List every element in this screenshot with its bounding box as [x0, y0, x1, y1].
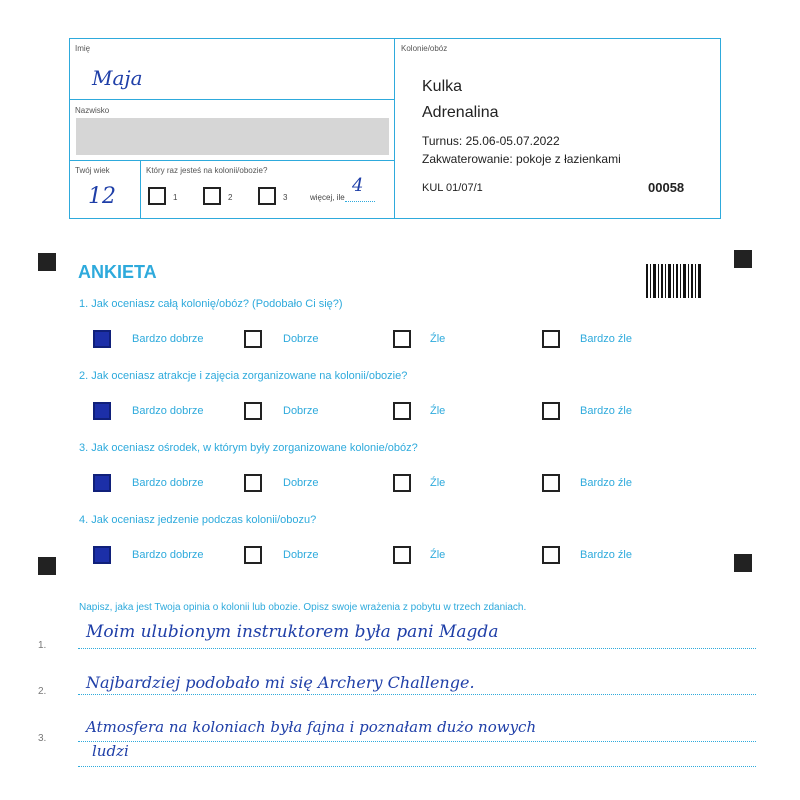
q3-option-bardzo-dobrze-checkbox[interactable] [93, 474, 111, 492]
opinion-line-4 [78, 766, 756, 767]
form-number: 00058 [648, 180, 685, 195]
turnus: Turnus: 25.06-05.07.2022 [422, 134, 560, 148]
more-line [345, 201, 375, 202]
q2-option-zle-label: Źle [430, 405, 446, 417]
question-1: 1. Jak oceniasz całą kolonię/obóz? (Podobało Ci się?) [79, 298, 343, 310]
q3-option-dobrze-checkbox[interactable] [244, 474, 262, 492]
opinion-text-2[interactable]: Najbardziej podobało mi się Archery Challenge. [86, 673, 475, 692]
registration-marker-bottom-left [38, 557, 56, 575]
more-label: więcej, ile [310, 193, 345, 202]
opinion-line-2 [78, 694, 756, 695]
q3-option-bardzo-zle-label: Bardzo źle [580, 477, 632, 489]
question-2: 2. Jak oceniasz atrakcje i zajęcia zorganizowane na kolonii/obozie? [79, 370, 408, 382]
age-value[interactable]: 12 [88, 184, 116, 209]
q2-option-bardzo-zle-checkbox[interactable] [542, 402, 560, 420]
opinion-line-number-3: 3. [38, 733, 47, 744]
header-divider-vertical [394, 38, 395, 219]
name-value[interactable]: Maja [92, 66, 143, 90]
opinion-line-number-2: 2. [38, 686, 47, 697]
survey-title: ANKIETA [78, 262, 157, 282]
q4-option-zle-label: Źle [430, 549, 446, 561]
q1-option-dobrze-checkbox[interactable] [244, 330, 262, 348]
question-3: 3. Jak oceniasz ośrodek, w którym były zorganizowane kolonie/obóz? [79, 442, 418, 454]
q2-option-bardzo-zle-label: Bardzo źle [580, 405, 632, 417]
times-option-2: 2 [228, 193, 233, 202]
registration-marker-bottom-right [734, 554, 752, 572]
q1-option-zle-checkbox[interactable] [393, 330, 411, 348]
opinion-prompt: Napisz, jaka jest Twoja opinia o kolonii lub obozie. Opisz swoje wrażenia z pobytu w trzech zdaniach. [79, 602, 527, 613]
q4-option-bardzo-zle-label: Bardzo źle [580, 549, 632, 561]
q2-option-dobrze-label: Dobrze [283, 405, 319, 417]
q4-option-bardzo-dobrze-label: Bardzo dobrze [132, 549, 204, 561]
q1-option-bardzo-zle-label: Bardzo źle [580, 333, 632, 345]
q1-option-bardzo-dobrze-label: Bardzo dobrze [132, 333, 204, 345]
camp-name-1: Kulka [422, 78, 463, 95]
times-option-3: 3 [283, 193, 288, 202]
q2-option-bardzo-dobrze-checkbox[interactable] [93, 402, 111, 420]
opinion-text-4[interactable]: ludzi [92, 742, 129, 760]
times-checkbox-2[interactable] [203, 187, 221, 205]
q2-option-bardzo-dobrze-label: Bardzo dobrze [132, 405, 204, 417]
barcode [646, 264, 702, 298]
q4-option-dobrze-checkbox[interactable] [244, 546, 262, 564]
q3-option-bardzo-dobrze-label: Bardzo dobrze [132, 477, 204, 489]
times-checkbox-1[interactable] [148, 187, 166, 205]
surname-redacted [76, 118, 389, 155]
q2-option-dobrze-checkbox[interactable] [244, 402, 262, 420]
camp-name-2: Adrenalina [422, 104, 499, 121]
q3-option-bardzo-zle-checkbox[interactable] [542, 474, 560, 492]
more-value[interactable]: 4 [352, 175, 364, 196]
q4-option-zle-checkbox[interactable] [393, 546, 411, 564]
registration-marker-top-left [38, 253, 56, 271]
name-label: Imię [75, 44, 91, 53]
times-checkbox-3[interactable] [258, 187, 276, 205]
registration-marker-top-right [734, 250, 752, 268]
q4-option-dobrze-label: Dobrze [283, 549, 319, 561]
q3-option-zle-label: Źle [430, 477, 446, 489]
surname-label: Nazwisko [75, 106, 110, 115]
opinion-line-3 [78, 741, 756, 742]
q4-option-bardzo-zle-checkbox[interactable] [542, 546, 560, 564]
age-label: Twój wiek [75, 166, 110, 175]
q1-option-dobrze-label: Dobrze [283, 333, 319, 345]
camp-code: KUL 01/07/1 [422, 182, 483, 194]
q1-option-zle-label: Źle [430, 333, 446, 345]
opinion-text-3[interactable]: Atmosfera na koloniach była fajna i poznałam dużo nowych [86, 718, 537, 736]
opinion-text-1[interactable]: Moim ulubionym instruktorem była pani Magda [86, 622, 499, 642]
opinion-line-number-1: 1. [38, 640, 47, 651]
q4-option-bardzo-dobrze-checkbox[interactable] [93, 546, 111, 564]
q1-option-bardzo-dobrze-checkbox[interactable] [93, 330, 111, 348]
q3-option-zle-checkbox[interactable] [393, 474, 411, 492]
times-option-1: 1 [173, 193, 178, 202]
opinion-line-1 [78, 648, 756, 649]
times-label: Który raz jesteś na kolonii/obozie? [146, 166, 268, 175]
q3-option-dobrze-label: Dobrze [283, 477, 319, 489]
accommodation: Zakwaterowanie: pokoje z łazienkami [422, 152, 621, 166]
header-divider-2 [69, 160, 395, 161]
camp-label: Kolonie/obóz [401, 44, 448, 53]
question-4: 4. Jak oceniasz jedzenie podczas kolonii/obozu? [79, 514, 317, 526]
q1-option-bardzo-zle-checkbox[interactable] [542, 330, 560, 348]
header-divider-1 [69, 99, 395, 100]
q2-option-zle-checkbox[interactable] [393, 402, 411, 420]
header-divider-3 [140, 160, 141, 219]
